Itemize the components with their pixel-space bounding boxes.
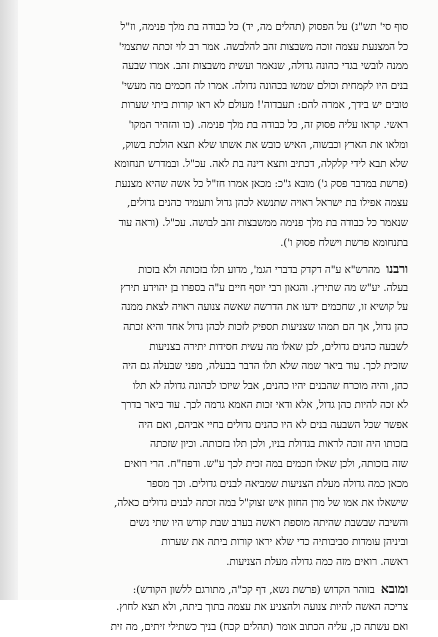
text-line-rest: מהרש"א ע"ה דקדק בדברי הגמ', מדוע תלו בזכותה ולא בזכות [138, 264, 380, 277]
text-line: על קושיא זו, שחכמים ידעו את הדרשה שאשה צנועה ראויה לצאת ממנה [121, 301, 408, 314]
text-line: ומלאו את הארץ וכבשוה, האיש כובש את אשתו שלא תצא הולכת בשוק, [122, 138, 408, 151]
text-line [30, 259, 408, 279]
page-text [30, 18, 408, 633]
text-line: מכאן כמה גדולה מעלת הצניעות שמביאה לבנים גדולים. וכך מספר [146, 477, 408, 490]
text-line: שנאמר כל כבודה בת מלך פנימה ממשבצות זהב לבושה. עכ"ל. (וראה עוד [118, 216, 408, 229]
text-line: וביניהן עומדות סביבותיה כדי שלא יראו קורות ביתה את שערות [161, 536, 408, 549]
paragraph-lead-word: ומובא [380, 580, 408, 596]
text-line: כהן, והיה מוכרח שהבנים יהיו כהנים, אבל שיזכו לכהונה גדולה לא תלו [132, 379, 408, 392]
text-line: אפשר שכל השבעה בנים לא היו כהנים גדולים בחיי אביהם, ואם היה [138, 418, 408, 431]
text-line: שזכית לכך. עוד ביאר שמה שלא תלו הדבר בבעלה, מפני שבעלה גם היה [122, 360, 408, 373]
text-line: והשיבה שבשבת שהיתה מוספת ראשה בערב שבת קודש היו שתי נשים [129, 516, 408, 529]
text-line: שזה בזכותה, ולכן שאלו חכמים במה זכית לכך ע"ש. ודפח"ח. הרי רואים [124, 458, 408, 471]
text-line-rest: בזוהר הקדוש (פרשת נשא, דף קכ"ה, מתורגם ללשון הקודש): [132, 583, 375, 596]
text-line: ראשה. רואים מזה כמה גדולה מעלת הצניעות. [226, 556, 408, 569]
text-line: (פרשת במדבר פסק ג') מובא ג"כ: מכאן אמרו חז"ל כל אשה שהיא מצנעת [115, 177, 408, 190]
text-line: צריכה האשה להיות צנועה ולהצניע את עצמה בתוך ביתה, ולא תצא לחוץ. [116, 601, 408, 614]
paragraph [30, 18, 408, 253]
text-line: כל המצנעת עצמה זוכה משבצות זהב להלבשה. אמר רב לוי זכתה שתצמי' [118, 40, 408, 53]
text-line: בנים היו לקמחית וכולם שמשו בכהונה גדולה. אמרו לה חכמים מה מעשי' [121, 79, 408, 92]
text-line: שלא תבא לידי קלקלה, דכתיב ותצא דינה בת לאה. עכ"ל. ובמדרש תנחומא [114, 158, 408, 171]
text-line: ממנה לובשי בגדי כהונה גדולה, שנאמר ועשית משבצות זהב. אמרו שבעה [122, 60, 408, 73]
text-line: ואם עשתה כן, עליה הכתוב אומר (תהלים קכח) בניך כשתילי זיתים, מה זית [110, 620, 408, 633]
text-line: כהן גדול, אך הם תמהו שצניעות תספיק לזכות לכהן גדול אחד והיא זכתה [123, 320, 408, 333]
text-line: לשבעה כהנים גדולים, לכן שאלו מה עשית חסידות יתירה בצניעות [149, 340, 408, 353]
text-line: טובים יש בידך, אמרה להם: תעבדוה'! מעולם לא ראו קורות ביתי שערות [121, 99, 408, 112]
text-line: בעלה. יע"ש מה שתירץ. והגאון רבי יוסף חיים ע"ה בספרו בן יהוידע תירץ [120, 281, 408, 294]
text-line: בתנחומא פרשת וישלח פסוק ו'). [280, 236, 408, 249]
text-line: לא זכה להיות כהן גדול, אלא ודאי זכות האמא גרמה לכך. עוד ביאר בדרך [121, 399, 408, 412]
text-line: ראשי. קראו עליה פסוק זה, כל כבודה בת מלך פנימה. (כו והזהיר המקו' [128, 118, 408, 131]
text-line: סוף סי' תש"נ) על הפסוק (תהלים מה, יד) כל כבודה בת מלך פנימה, וז"ל [120, 21, 408, 33]
text-line: עצמה אפילו בת ישראל ראויה שתנשא לכהן גדול ותעמיד כהנים גדולים, [126, 197, 408, 210]
text-line [30, 579, 408, 599]
paragraph [30, 259, 408, 573]
paragraph-lead-word: ורבנו [386, 261, 408, 277]
text-line: בזכותו היה זוכה לראות בגדולת בניו, ולכן תלו בזכותה. וכיון שזכתה [150, 438, 408, 451]
text-line: שישאלו את אמו של מרן החזון איש זצוק"ל במה זכתה לבנים גדולים כאלה, [114, 497, 408, 510]
page-binding-shadow [0, 0, 18, 600]
paragraph [30, 579, 408, 637]
